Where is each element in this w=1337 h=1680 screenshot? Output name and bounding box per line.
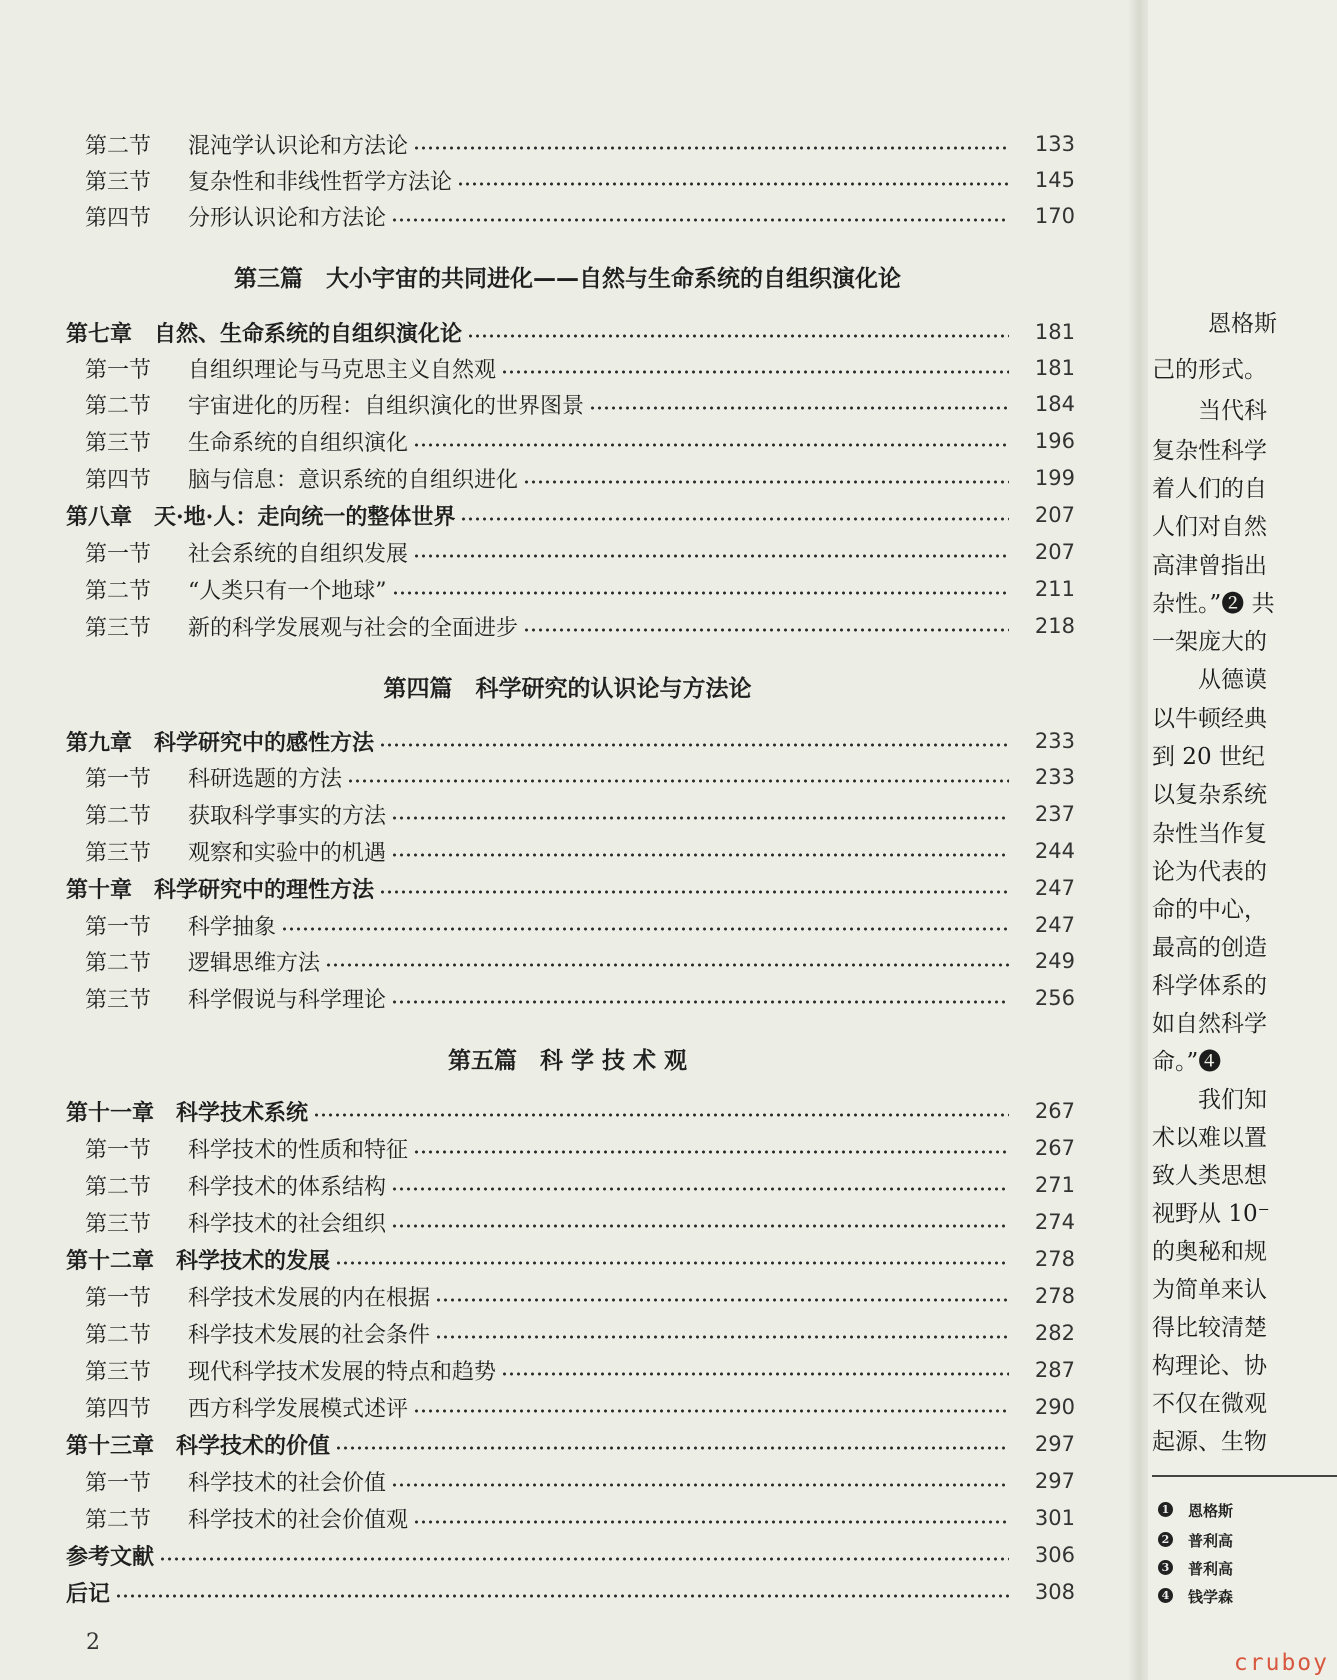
page-ref: 271 bbox=[1034, 1173, 1075, 1197]
entry-title: 混沌学认识论和方法论 bbox=[188, 133, 409, 159]
entry-title: 科学技术发展的内在根据 bbox=[188, 1285, 431, 1311]
toc-entry bbox=[85, 1204, 1075, 1240]
section-number: 第二节 bbox=[85, 1507, 152, 1533]
footnote-marker: 3 bbox=[1158, 1560, 1173, 1575]
entry-title: 科学技术的发展 bbox=[176, 1247, 331, 1274]
entry-title: 宇宙进化的历程：自组织演化的世界图景 bbox=[188, 393, 585, 419]
entry-title: 参考文献 bbox=[66, 1543, 155, 1570]
leader-dots bbox=[392, 591, 1010, 595]
entry-title: 西方科学发展模式述评 bbox=[188, 1396, 409, 1422]
chapter-number: 第七章 bbox=[66, 320, 133, 347]
leader-dots bbox=[115, 1594, 1009, 1598]
leader-dots bbox=[325, 963, 1009, 967]
text-line: 从德谟 bbox=[1198, 667, 1267, 693]
section-number: 第三节 bbox=[85, 840, 152, 866]
right-page-fragment bbox=[1148, 0, 1337, 1680]
entry-title: 新的科学发展观与社会的全面进步 bbox=[188, 615, 519, 641]
page-ref: 145 bbox=[1034, 168, 1075, 192]
footnote-text: 钱学森 bbox=[1188, 1588, 1234, 1606]
entry-title: 科学技术的社会组织 bbox=[188, 1211, 387, 1237]
page-ref: 196 bbox=[1034, 429, 1075, 453]
page-ref: 256 bbox=[1034, 986, 1075, 1010]
page-ref: 247 bbox=[1034, 913, 1075, 937]
page-ref: 297 bbox=[1034, 1432, 1075, 1456]
book-gutter bbox=[1128, 0, 1148, 1680]
entry-title: “人类只有一个地球” bbox=[188, 578, 387, 604]
footnote-text: 恩格斯 bbox=[1188, 1502, 1234, 1520]
text-line: 科学体系的 bbox=[1152, 973, 1267, 999]
entry-title: 科学技术发展的社会条件 bbox=[188, 1322, 431, 1348]
section-number: 第一节 bbox=[85, 1137, 152, 1163]
page-ref: 237 bbox=[1034, 802, 1075, 826]
page-ref: 290 bbox=[1034, 1395, 1075, 1419]
entry-title: 科学技术的性质和特征 bbox=[188, 1137, 409, 1163]
footnote bbox=[1161, 1558, 1234, 1579]
page-ref: 233 bbox=[1034, 729, 1075, 753]
entry-title: 科研选题的方法 bbox=[188, 766, 343, 792]
toc-entry bbox=[85, 350, 1075, 386]
section-number: 第二节 bbox=[85, 803, 152, 829]
page-ref: 184 bbox=[1034, 392, 1075, 416]
entry-title: 逻辑思维方法 bbox=[188, 950, 321, 976]
section-number: 第二节 bbox=[85, 133, 152, 159]
text-line: 复杂性科学 bbox=[1152, 438, 1267, 464]
leader-dots bbox=[523, 480, 1009, 484]
page-ref: 170 bbox=[1034, 204, 1075, 228]
section-number: 第一节 bbox=[85, 1285, 152, 1311]
entry-title: 科学技术的社会价值观 bbox=[188, 1507, 409, 1533]
text-line: 为简单来认 bbox=[1152, 1277, 1267, 1303]
leader-dots bbox=[335, 1446, 1009, 1450]
text-line: 恩格斯 bbox=[1208, 311, 1277, 337]
toc-entry bbox=[85, 460, 1075, 496]
entry-title: 天·地·人：走向统一的整体世界 bbox=[154, 503, 456, 530]
entry-title: 科学研究中的感性方法 bbox=[154, 729, 375, 756]
entry-title: 社会系统的自组织发展 bbox=[188, 541, 409, 567]
section-number: 第三节 bbox=[85, 1359, 152, 1385]
toc-entry bbox=[85, 1130, 1075, 1166]
section-number: 第二节 bbox=[85, 1322, 152, 1348]
text-line: 以复杂系统 bbox=[1152, 782, 1267, 808]
entry-title: 科学假说与科学理论 bbox=[188, 987, 387, 1013]
toc-chapter bbox=[66, 1241, 1075, 1277]
toc-entry bbox=[85, 162, 1075, 198]
text-line: 论为代表的 bbox=[1152, 859, 1267, 885]
footnote-marker: 1 bbox=[1158, 1502, 1173, 1517]
text-line: 当代科 bbox=[1198, 398, 1267, 424]
section-number: 第二节 bbox=[85, 578, 152, 604]
leader-dots bbox=[413, 1409, 1009, 1413]
toc-chapter bbox=[66, 314, 1075, 350]
toc-chapter bbox=[66, 497, 1075, 533]
section-number: 第二节 bbox=[85, 1174, 152, 1200]
leader-dots bbox=[413, 1520, 1009, 1524]
leader-dots bbox=[501, 1372, 1009, 1376]
section-number: 第四节 bbox=[85, 205, 152, 231]
leader-dots bbox=[460, 517, 1009, 521]
toc-entry bbox=[85, 534, 1075, 570]
footnote-text: 普利高 bbox=[1188, 1532, 1234, 1550]
section-number: 第四节 bbox=[85, 467, 152, 493]
page-ref: 282 bbox=[1034, 1321, 1075, 1345]
text-line: 术以难以置 bbox=[1152, 1125, 1267, 1151]
chapter-number: 第十章 bbox=[66, 876, 133, 903]
section-number: 第三节 bbox=[85, 615, 152, 641]
entry-title: 复杂性和非线性哲学方法论 bbox=[188, 169, 453, 195]
text-line: 我们知 bbox=[1198, 1087, 1267, 1113]
footnote-rule bbox=[1152, 1475, 1337, 1477]
leader-dots bbox=[435, 1335, 1009, 1339]
page-ref: 199 bbox=[1034, 466, 1075, 490]
leader-dots bbox=[589, 406, 1009, 410]
toc-entry bbox=[85, 571, 1075, 607]
part-title: 第五篇 科 学 技 术 观 bbox=[447, 1048, 688, 1074]
footnote-text: 普利高 bbox=[1188, 1560, 1234, 1578]
page-ref: 249 bbox=[1034, 949, 1075, 973]
chapter-number: 第十二章 bbox=[66, 1247, 155, 1274]
entry-title: 获取科学事实的方法 bbox=[188, 803, 387, 829]
text-line: 一架庞大的 bbox=[1152, 629, 1267, 655]
leader-dots bbox=[313, 1113, 1009, 1117]
page-ref: 207 bbox=[1034, 540, 1075, 564]
entry-title: 脑与信息：意识系统的自组织进化 bbox=[188, 467, 519, 493]
section-number: 第一节 bbox=[85, 357, 152, 383]
text-line: 高津曾指出 bbox=[1152, 553, 1267, 579]
page-ref: 306 bbox=[1034, 1543, 1075, 1567]
toc-entry bbox=[85, 1278, 1075, 1314]
entry-title: 科学研究中的理性方法 bbox=[154, 876, 375, 903]
toc-entry bbox=[85, 833, 1075, 869]
chapter-number: 第八章 bbox=[66, 503, 133, 530]
entry-title: 科学技术的价值 bbox=[176, 1432, 331, 1459]
watermark: cruboy bbox=[1233, 1650, 1329, 1676]
section-number: 第一节 bbox=[85, 1470, 152, 1496]
section-number: 第一节 bbox=[85, 914, 152, 940]
entry-title: 自然、生命系统的自组织演化论 bbox=[154, 320, 463, 347]
toc-entry bbox=[85, 423, 1075, 459]
entry-title: 生命系统的自组织演化 bbox=[188, 430, 409, 456]
text-line: 最高的创造 bbox=[1152, 935, 1267, 961]
leader-dots bbox=[413, 146, 1009, 150]
leader-dots bbox=[457, 182, 1009, 186]
leader-dots bbox=[391, 1187, 1009, 1191]
leader-dots bbox=[347, 779, 1009, 783]
text-line: 杂性。”❷ 共 bbox=[1152, 591, 1275, 617]
text-line: 得比较清楚 bbox=[1152, 1315, 1267, 1341]
text-line: 着人们的自 bbox=[1152, 476, 1267, 502]
section-number: 第三节 bbox=[85, 1211, 152, 1237]
page-ref: 301 bbox=[1034, 1506, 1075, 1530]
chapter-number: 第十一章 bbox=[66, 1099, 155, 1126]
leader-dots bbox=[501, 370, 1009, 374]
toc-entry bbox=[85, 907, 1075, 943]
page-ref: 278 bbox=[1034, 1247, 1075, 1271]
entry-title: 分形认识论和方法论 bbox=[188, 205, 387, 231]
text-line: 到 20 世纪 bbox=[1152, 744, 1265, 770]
toc-entry bbox=[85, 126, 1075, 162]
footnote-marker: 2 bbox=[1158, 1532, 1173, 1547]
leader-dots bbox=[391, 1483, 1009, 1487]
text-line: 构理论、协 bbox=[1152, 1353, 1267, 1379]
entry-title: 观察和实验中的机遇 bbox=[188, 840, 387, 866]
toc-entry bbox=[85, 608, 1075, 644]
toc-postscript bbox=[66, 1574, 1075, 1610]
entry-title: 科学技术系统 bbox=[176, 1099, 309, 1126]
chapter-number: 第十三章 bbox=[66, 1432, 155, 1459]
page-ref: 207 bbox=[1034, 503, 1075, 527]
text-line: 以牛顿经典 bbox=[1152, 706, 1267, 732]
text-line: 的奥秘和规 bbox=[1152, 1239, 1267, 1265]
toc-entry bbox=[85, 759, 1075, 795]
leader-dots bbox=[379, 890, 1009, 894]
section-number: 第二节 bbox=[85, 393, 152, 419]
toc-chapter bbox=[66, 1426, 1075, 1462]
entry-title: 科学技术的社会价值 bbox=[188, 1470, 387, 1496]
entry-title: 自组织理论与马克思主义自然观 bbox=[188, 357, 497, 383]
toc-entry bbox=[85, 1500, 1075, 1536]
leader-dots bbox=[391, 816, 1009, 820]
page-number: 2 bbox=[86, 1630, 100, 1655]
toc-entry bbox=[85, 198, 1075, 234]
footnote bbox=[1161, 1530, 1234, 1551]
part-title: 第三篇 大小宇宙的共同进化——自然与生命系统的自组织演化论 bbox=[234, 266, 901, 292]
page-ref: 133 bbox=[1034, 132, 1075, 156]
footnote-marker: 4 bbox=[1158, 1588, 1173, 1603]
leader-dots bbox=[413, 554, 1009, 558]
page-ref: 274 bbox=[1034, 1210, 1075, 1234]
page-ref: 211 bbox=[1034, 577, 1075, 601]
text-line: 杂性当作复 bbox=[1152, 821, 1267, 847]
toc-chapter bbox=[66, 723, 1075, 759]
section-number: 第三节 bbox=[85, 987, 152, 1013]
entry-title: 后记 bbox=[66, 1580, 111, 1607]
page-ref: 267 bbox=[1034, 1099, 1075, 1123]
entry-title: 现代科学技术发展的特点和趋势 bbox=[188, 1359, 497, 1385]
page-ref: 181 bbox=[1034, 320, 1075, 344]
text-line: 命的中心， bbox=[1152, 897, 1267, 923]
part-title: 第四篇 科学研究的认识论与方法论 bbox=[383, 676, 752, 702]
leader-dots bbox=[435, 1298, 1009, 1302]
leader-dots bbox=[467, 334, 1009, 338]
leader-dots bbox=[391, 1224, 1009, 1228]
text-line: 不仅在微观 bbox=[1152, 1391, 1267, 1417]
toc-entry bbox=[85, 1463, 1075, 1499]
footnote bbox=[1161, 1586, 1234, 1607]
leader-dots bbox=[335, 1261, 1009, 1265]
section-number: 第二节 bbox=[85, 950, 152, 976]
section-number: 第四节 bbox=[85, 1396, 152, 1422]
leader-dots bbox=[281, 927, 1009, 931]
page-ref: 297 bbox=[1034, 1469, 1075, 1493]
page-ref: 278 bbox=[1034, 1284, 1075, 1308]
page-ref: 181 bbox=[1034, 356, 1075, 380]
section-number: 第一节 bbox=[85, 541, 152, 567]
text-line: 己的形式。 bbox=[1152, 357, 1267, 383]
leader-dots bbox=[391, 218, 1009, 222]
text-line: 视野从 10⁻ bbox=[1152, 1201, 1270, 1227]
leader-dots bbox=[391, 1000, 1009, 1004]
toc-entry bbox=[85, 980, 1075, 1016]
leader-dots bbox=[379, 743, 1009, 747]
toc-entry bbox=[85, 1167, 1075, 1203]
toc-chapter bbox=[66, 870, 1075, 906]
leader-dots bbox=[413, 443, 1009, 447]
leader-dots bbox=[413, 1150, 1009, 1154]
page-ref: 267 bbox=[1034, 1136, 1075, 1160]
section-number: 第一节 bbox=[85, 766, 152, 792]
leader-dots bbox=[523, 628, 1009, 632]
toc-entry bbox=[85, 796, 1075, 832]
leader-dots bbox=[159, 1557, 1009, 1561]
chapter-number: 第九章 bbox=[66, 729, 133, 756]
entry-title: 科学技术的体系结构 bbox=[188, 1174, 387, 1200]
section-number: 第三节 bbox=[85, 430, 152, 456]
page-ref: 233 bbox=[1034, 765, 1075, 789]
text-line: 人们对自然 bbox=[1152, 514, 1267, 540]
leader-dots bbox=[391, 853, 1009, 857]
text-line: 致人类思想 bbox=[1152, 1163, 1267, 1189]
text-line: 命。”❹ bbox=[1152, 1049, 1222, 1075]
toc-entry bbox=[85, 1315, 1075, 1351]
page-ref: 308 bbox=[1034, 1580, 1075, 1604]
toc-entry bbox=[85, 943, 1075, 979]
toc-references bbox=[66, 1537, 1075, 1573]
page-ref: 244 bbox=[1034, 839, 1075, 863]
text-line: 如自然科学 bbox=[1152, 1011, 1267, 1037]
text-line: 起源、生物 bbox=[1152, 1429, 1267, 1455]
page-ref: 247 bbox=[1034, 876, 1075, 900]
toc-entry bbox=[85, 386, 1075, 422]
toc-chapter bbox=[66, 1093, 1075, 1129]
toc-entry bbox=[85, 1352, 1075, 1388]
page-ref: 218 bbox=[1034, 614, 1075, 638]
toc-entry bbox=[85, 1389, 1075, 1425]
footnote bbox=[1161, 1500, 1234, 1521]
section-number: 第三节 bbox=[85, 169, 152, 195]
entry-title: 科学抽象 bbox=[188, 914, 277, 940]
page-ref: 287 bbox=[1034, 1358, 1075, 1382]
